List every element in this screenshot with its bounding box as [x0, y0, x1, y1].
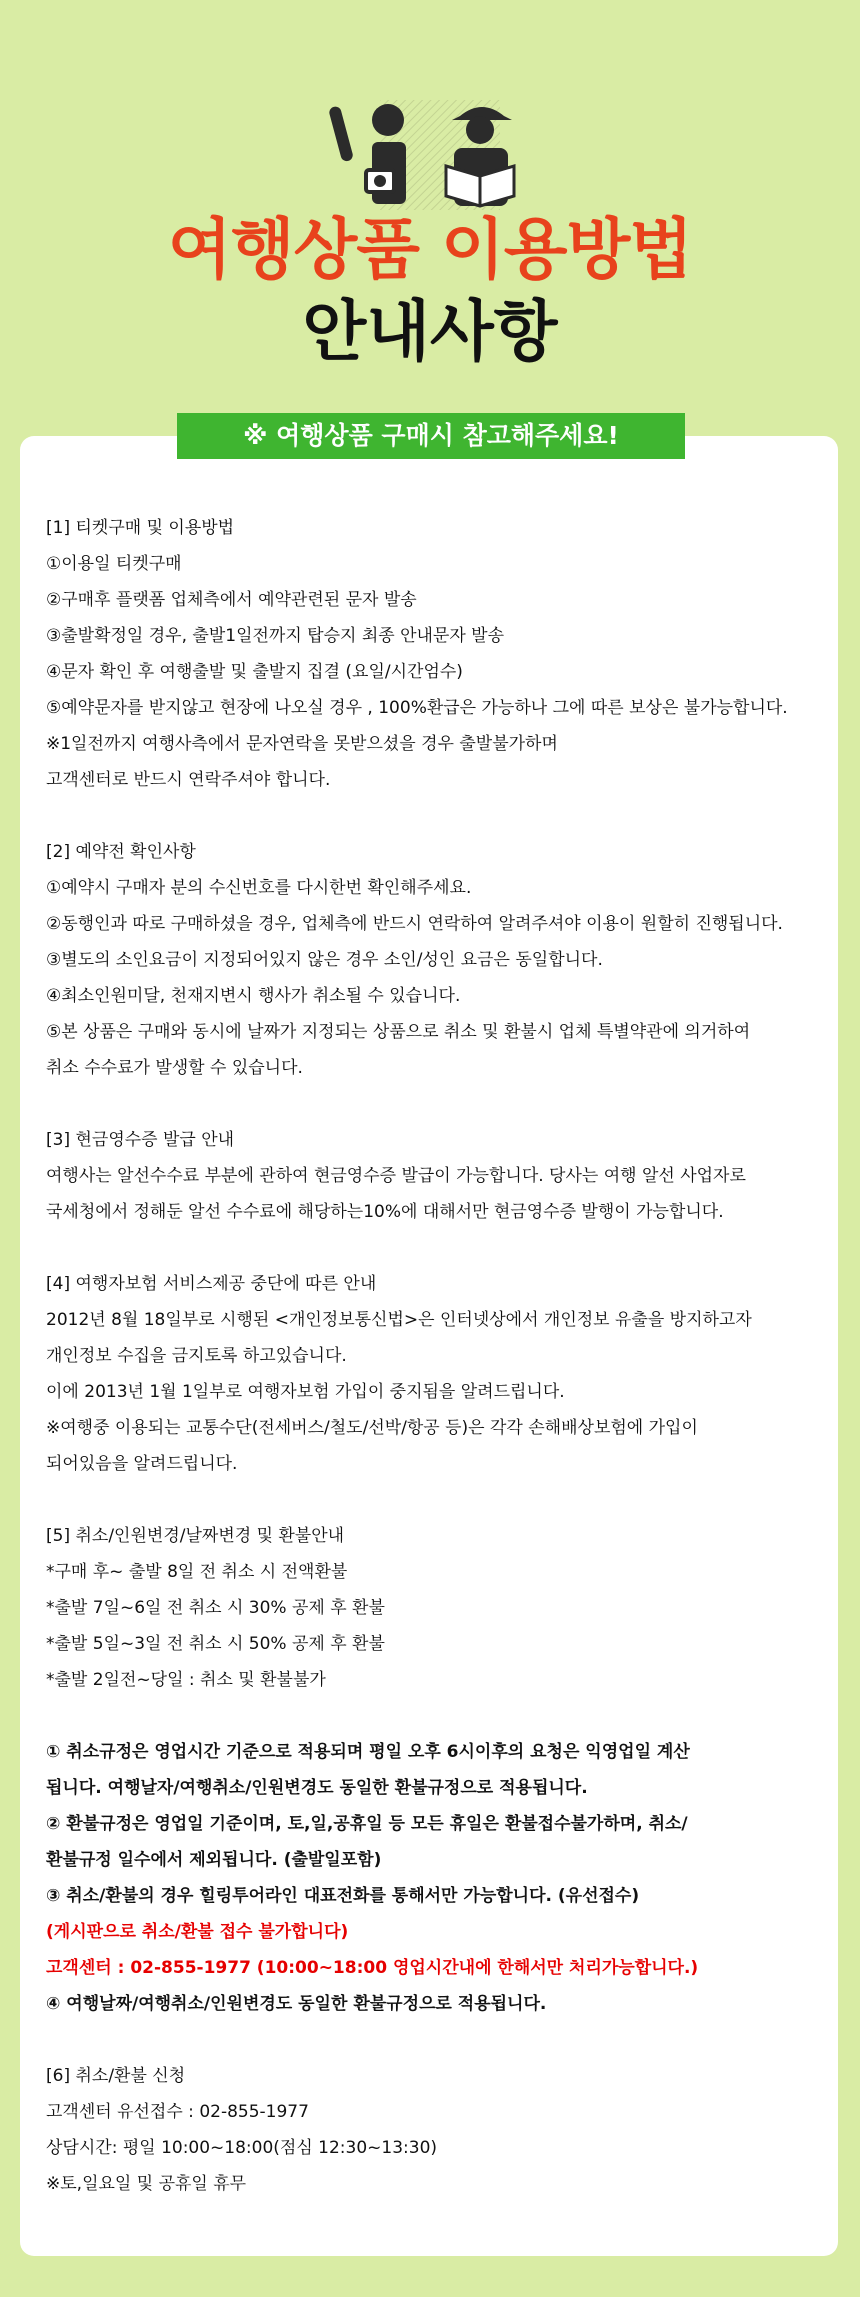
page-subtitle: 안내사항	[302, 293, 558, 370]
notice-line: 이에 2013년 1월 1일부로 여행자보험 가입이 중지됨을 알려드립니다.	[46, 1382, 565, 1402]
notice-line: 상담시간: 평일 10:00~18:00(점심 12:30~13:30)	[46, 2138, 438, 2158]
notice-line: [3] 현금영수증 발급 안내	[46, 1130, 235, 1150]
notice-section	[46, 1122, 836, 1230]
notice-line: ④ 여행날짜/여행취소/인원변경도 동일한 환불규정으로 적용됩니다.	[46, 1994, 547, 2014]
notice-line: 됩니다. 여행날자/여행취소/인원변경도 동일한 환불규정으로 적용됩니다.	[46, 1778, 588, 1798]
notice-content	[46, 510, 836, 2202]
notice-line: 국세청에서 정해둔 알선 수수료에 해당하는10%에 대해서만 현금영수증 발행이 가능합니다.	[46, 1202, 724, 1222]
notice-line: 취소 수수료가 발생할 수 있습니다.	[46, 1058, 303, 1078]
page-title: 여행상품 이용방법	[167, 211, 693, 288]
notice-line: 환불규정 일수에서 제외됩니다. (출발일포함)	[46, 1850, 382, 1870]
notice-banner: ※ 여행상품 구매시 참고해주세요!	[177, 413, 685, 459]
notice-line: 2012년 8월 18일부로 시행된 <개인정보통신법>은 인터넷상에서 개인정보 유출을 방지하고자	[46, 1310, 752, 1330]
section-spacer	[46, 1482, 836, 1518]
notice-line: ⑤본 상품은 구매와 동시에 날짜가 지정되는 상품으로 취소 및 환불시 업체 특별약관에 의거하여	[46, 1022, 751, 1042]
notice-line: ②동행인과 따로 구매하셨을 경우, 업체측에 반드시 연락하여 알려주셔야 이용이 원할히 진행됩니다.	[46, 914, 783, 934]
notice-line: 여행사는 알선수수료 부분에 관하여 현금영수증 발급이 가능합니다. 당사는 여행 알선 사업자로	[46, 1166, 746, 1186]
notice-line: ※1일전까지 여행사측에서 문자연락을 못받으셨을 경우 출발불가하며	[46, 734, 558, 754]
notice-line: ④최소인원미달, 천재지변시 행사가 취소될 수 있습니다.	[46, 986, 461, 1006]
notice-line: [6] 취소/환불 신청	[46, 2066, 186, 2086]
notice-line: [2] 예약전 확인사항	[46, 842, 196, 862]
notice-line: 고객센터로 반드시 연락주셔야 합니다.	[46, 770, 331, 790]
notice-line: ①예약시 구매자 분의 수신번호를 다시한번 확인해주세요.	[46, 878, 472, 898]
notice-line: 고객센터 유선접수 : 02-855-1977	[46, 2102, 309, 2122]
notice-line: ②구매후 플랫폼 업체측에서 예약관련된 문자 발송	[46, 590, 417, 610]
notice-line: [1] 티켓구매 및 이용방법	[46, 518, 235, 538]
notice-line: ⑤예약문자를 받지않고 현장에 나오실 경우 , 100%환급은 가능하나 그에 따른 보상은 불가능합니다.	[46, 698, 788, 718]
notice-line: ③별도의 소인요금이 지정되어있지 않은 경우 소인/성인 요금은 동일합니다.	[46, 950, 603, 970]
notice-section	[46, 510, 836, 798]
notice-line: ※여행중 이용되는 교통수단(전세버스/철도/선박/항공 등)은 각각 손해배상보험에 가입이	[46, 1418, 698, 1438]
notice-line: ①이용일 티켓구매	[46, 554, 182, 574]
notice-section	[46, 834, 836, 1086]
notice-line: 고객센터 : 02-855-1977 (10:00~18:00 영업시간내에 한해서만 처리가능합니다.)	[46, 1958, 699, 1978]
notice-line: *출발 2일전~당일 : 취소 및 환불불가	[46, 1670, 326, 1690]
notice-line: [4] 여행자보험 서비스제공 중단에 따른 안내	[46, 1274, 377, 1294]
notice-line: ② 환불규정은 영업일 기준이며, 토,일,공휴일 등 모든 휴일은 환불접수불가하며, 취소/	[46, 1814, 688, 1834]
notice-line: 개인정보 수집을 금지토록 하고있습니다.	[46, 1346, 347, 1366]
notice-line: *구매 후~ 출발 8일 전 취소 시 전액환불	[46, 1562, 348, 1582]
section-spacer	[46, 1230, 836, 1266]
notice-line: ③ 취소/환불의 경우 힐링투어라인 대표전화를 통해서만 가능합니다. (유선접수)	[46, 1886, 640, 1906]
notice-line: [5] 취소/인원변경/날짜변경 및 환불안내	[46, 1526, 345, 1546]
section-spacer	[46, 1086, 836, 1122]
notice-line: *출발 5일~3일 전 취소 시 50% 공제 후 환불	[46, 1634, 385, 1654]
notice-line: 되어있음을 알려드립니다.	[46, 1454, 238, 1474]
notice-section	[46, 2058, 836, 2202]
notice-section	[46, 1518, 836, 1698]
section-spacer	[46, 2022, 836, 2058]
notice-line: *출발 7일~6일 전 취소 시 30% 공제 후 환불	[46, 1598, 385, 1618]
travel-people-icon	[320, 100, 540, 210]
notice-line: (게시판으로 취소/환불 접수 불가합니다)	[46, 1922, 349, 1942]
notice-line: ④문자 확인 후 여행출발 및 출발지 집결 (요일/시간엄수)	[46, 662, 463, 682]
notice-line: ※토,일요일 및 공휴일 휴무	[46, 2174, 247, 2194]
notice-line: ① 취소규정은 영업시간 기준으로 적용되며 평일 오후 6시이후의 요청은 익영업일 계산	[46, 1742, 690, 1762]
section-spacer	[46, 798, 836, 834]
section-spacer	[46, 1698, 836, 1734]
notice-section	[46, 1266, 836, 1482]
notice-section	[46, 1734, 836, 2022]
notice-line: ③출발확정일 경우, 출발1일전까지 탑승지 최종 안내문자 발송	[46, 626, 505, 646]
